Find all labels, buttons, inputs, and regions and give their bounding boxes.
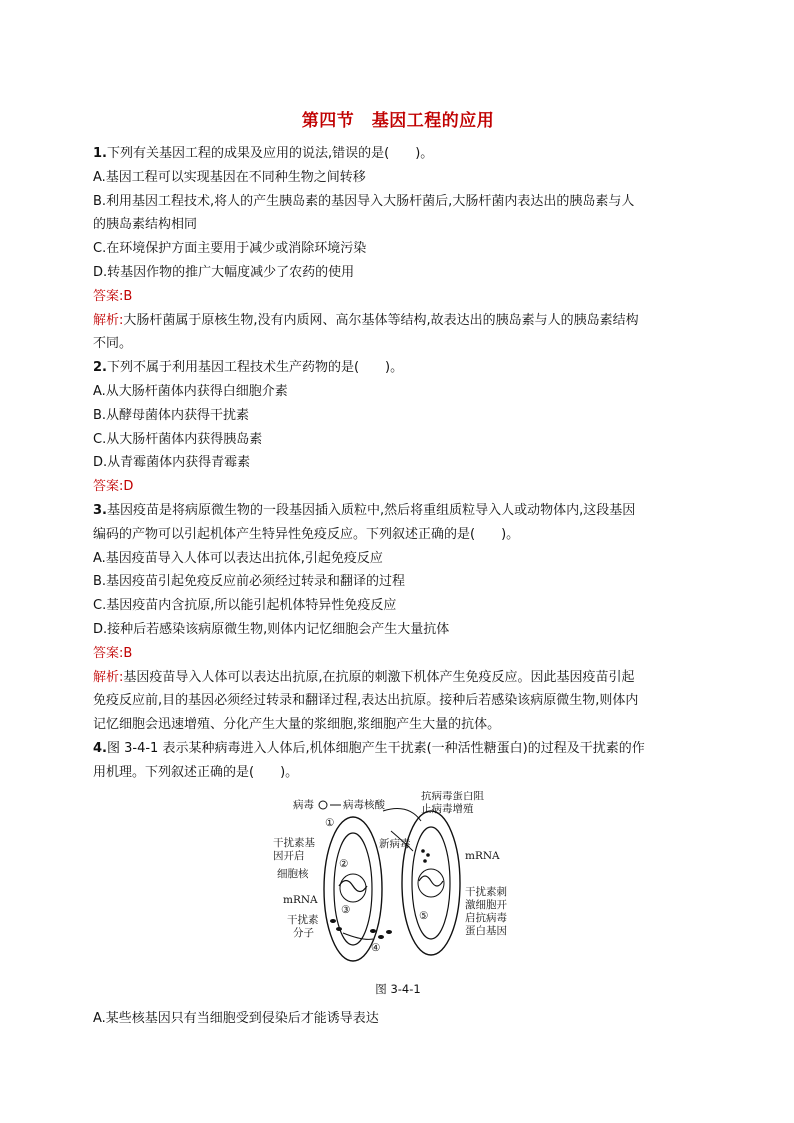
label-viral-nucleic-acid: 病毒核酸 — [343, 798, 385, 811]
label-ifn-molecule-2: 分子 — [293, 926, 314, 939]
label-ifn-gene-1: 干扰素基 — [273, 836, 315, 849]
label-mrna-left: mRNA — [283, 893, 318, 906]
question-3-stem-continued: 编码的产物可以引起机体产生特异性免疫反应。下列叙述正确的是( )。 — [93, 526, 520, 542]
left-nucleus — [340, 874, 366, 902]
answer: 答案:B — [93, 288, 133, 304]
interferon-diagram — [273, 791, 523, 981]
right-nucleus-dna — [419, 876, 443, 886]
label-antiviral-1: 抗病毒蛋白阻 — [421, 790, 484, 802]
option-b-continued: 的胰岛素结构相同 — [93, 217, 198, 233]
step-4: ④ — [371, 941, 381, 954]
question-4-stem: 4.图 3-4-1 表示某种病毒进入人体后,机体细胞产生干扰素(一种活性糖蛋白)的过程及干扰素的作 — [93, 740, 645, 756]
explanation-label: 解析: — [93, 669, 124, 685]
answer: 答案:B — [93, 645, 133, 661]
label-mrna-right: mRNA — [465, 849, 500, 862]
figure-3-4-1 — [93, 785, 703, 996]
answer: 答案:D — [93, 479, 134, 495]
option-c: C.在环境保护方面主要用于减少或消除环境污染 — [93, 241, 367, 257]
option-a: A.基因工程可以实现基因在不同种生物之间转移 — [93, 169, 366, 185]
question-number: 4. — [93, 740, 107, 756]
label-stimulate-4: 蛋白基因 — [465, 924, 507, 937]
virus-icon — [319, 801, 327, 809]
option-d: D.接种后若感染该病原微生物,则体内记忆细胞会产生大量抗体 — [93, 621, 450, 637]
left-cell-outer — [324, 817, 382, 961]
right-nucleus — [418, 869, 444, 897]
option-b: B.利用基因工程技术,将人的产生胰岛素的基因导入大肠杆菌后,大肠杆菌内表达出的胰岛素与人 — [93, 193, 635, 209]
option-d: D.转基因作物的推广大幅度减少了农药的使用 — [93, 264, 355, 280]
label-stimulate-1: 干扰素刺 — [465, 885, 507, 898]
step-1: ① — [325, 816, 335, 829]
label-stimulate-3: 启抗病毒 — [465, 911, 507, 924]
label-stimulate-2: 激细胞开 — [465, 898, 507, 911]
explanation-continued: 记忆细胞会迅速增殖、分化产生大量的浆细胞,浆细胞产生大量的抗体。 — [93, 717, 501, 733]
page-title: 第四节 基因工程的应用 — [301, 111, 495, 131]
label-antiviral-2: 止病毒增殖 — [421, 802, 474, 815]
option-c: C.从大肠杆菌体内获得胰岛素 — [93, 431, 263, 447]
option-d: D.从青霉菌体内获得青霉素 — [93, 455, 251, 471]
left-nucleus-dna — [339, 880, 367, 891]
new-virus-arrow — [383, 808, 421, 820]
question-4-stem-continued: 用机理。下列叙述正确的是( )。 — [93, 764, 299, 780]
question-number: 2. — [93, 360, 107, 376]
label-ifn-gene-2: 因开启 — [273, 849, 305, 862]
arrow-line — [343, 933, 373, 939]
right-cell-outer — [402, 811, 460, 955]
option-a: A.某些核基因只有当细胞受到侵染后才能诱导表达 — [93, 1010, 379, 1026]
label-nucleus: 细胞核 — [277, 867, 309, 880]
explanation: 解析:大肠杆菌属于原核生物,没有内质网、高尔基体等结构,故表达出的胰岛素与人的胰岛素结构 — [93, 312, 639, 328]
explanation-label: 解析: — [93, 312, 124, 328]
explanation-continued: 不同。 — [93, 336, 133, 352]
content — [93, 142, 703, 1030]
option-c: C.基因疫苗内含抗原,所以能引起机体特异性免疫反应 — [93, 598, 397, 614]
question-2-stem: 2.下列不属于利用基因工程技术生产药物的是( )。 — [93, 360, 404, 376]
step-3: ③ — [341, 903, 351, 916]
question-number: 1. — [93, 146, 107, 161]
label-new-virus: 新病毒 — [379, 837, 411, 850]
question-number: 3. — [93, 502, 107, 518]
option-a: A.从大肠杆菌体内获得白细胞介素 — [93, 383, 288, 399]
label-ifn-molecule-1: 干扰素 — [287, 913, 319, 926]
explanation: 解析:基因疫苗导入人体可以表达出抗原,在抗原的刺激下机体产生免疫反应。因此基因疫苗引起 — [93, 669, 635, 685]
option-b: B.基因疫苗引起免疫反应前必须经过转录和翻译的过程 — [93, 574, 406, 590]
option-a: A.基因疫苗导入人体可以表达出抗体,引起免疫反应 — [93, 550, 383, 566]
figure-caption: 图 3-4-1 — [375, 981, 421, 996]
question-3-stem: 3.基因疫苗是将病原微生物的一段基因插入质粒中,然后将重组质粒导入人或动物体内,这段基因 — [93, 502, 636, 518]
step-5: ⑤ — [419, 909, 429, 922]
explanation-continued: 免疫反应前,目的基因必须经过转录和翻译过程,表达出抗原。接种后若感染该病原微生物,则体内 — [93, 693, 639, 709]
option-b: B.从酵母菌体内获得干扰素 — [93, 407, 250, 423]
step-2: ② — [339, 857, 349, 870]
label-virus: 病毒 — [293, 798, 314, 811]
question-1-stem: 1.下列有关基因工程的成果及应用的说法,错误的是( )。 — [93, 146, 434, 161]
